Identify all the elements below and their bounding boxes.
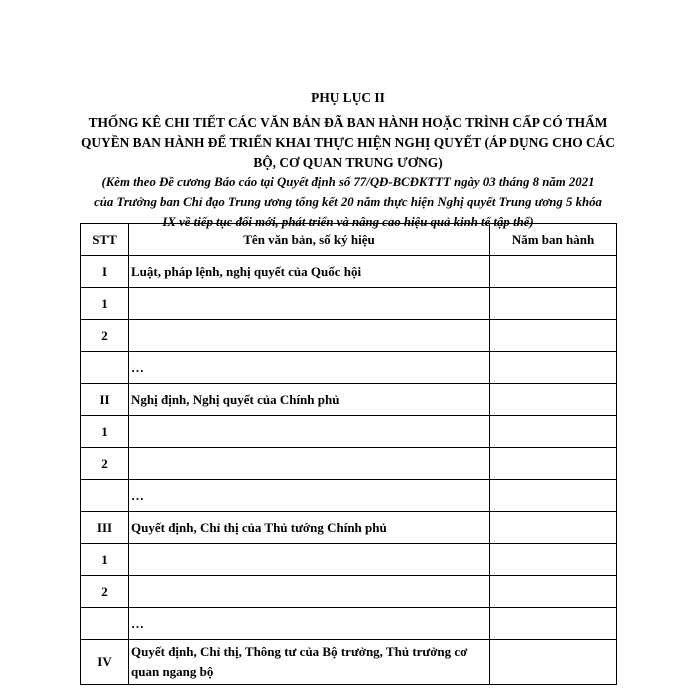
header-document-name: Tên văn bản, số ký hiệu — [129, 224, 490, 256]
document-title-line: BỘ, CƠ QUAN TRUNG ƯƠNG) — [253, 155, 443, 170]
row-stt: 1 — [81, 416, 129, 448]
row-stt: II — [81, 384, 129, 416]
table-row — [81, 544, 617, 576]
row-issue-year — [490, 640, 617, 685]
table-row — [81, 256, 617, 288]
row-document-name: Nghị định, Nghị quyết của Chính phủ — [129, 384, 490, 416]
row-stt: III — [81, 512, 129, 544]
row-stt — [81, 608, 129, 640]
row-issue-year — [490, 448, 617, 480]
row-stt — [81, 480, 129, 512]
header-stt: STT — [81, 224, 129, 256]
table-row — [81, 352, 617, 384]
row-stt: 2 — [81, 448, 129, 480]
table-row — [81, 320, 617, 352]
table-row — [81, 576, 617, 608]
subtitle-line: IX về tiếp tục đổi mới, phát triển và nâng cao hiệu quả kinh tế tập thể) — [162, 215, 534, 229]
row-document-name: Quyết định, Chỉ thị, Thông tư của Bộ trưởng, Thủ trưởng cơ quan ngang bộ — [129, 640, 490, 685]
row-document-name — [129, 320, 490, 352]
subtitle-line: của Trưởng ban Chỉ đạo Trung ương tổng kết 20 năm thực hiện Nghị quyết Trung ương 5 khóa — [94, 195, 602, 209]
row-stt: 2 — [81, 320, 129, 352]
row-issue-year — [490, 608, 617, 640]
row-document-name: … — [129, 608, 490, 640]
row-stt: I — [81, 256, 129, 288]
row-stt: IV — [81, 640, 129, 685]
table-row — [81, 288, 617, 320]
row-stt — [81, 352, 129, 384]
row-document-name: Quyết định, Chỉ thị của Thủ tướng Chính phủ — [129, 512, 490, 544]
document-title-line: THỐNG KÊ CHI TIẾT CÁC VĂN BẢN ĐÃ BAN HÀNH HOẶC TRÌNH CẤP CÓ THẨM — [88, 115, 608, 130]
row-issue-year — [490, 256, 617, 288]
row-issue-year — [490, 352, 617, 384]
row-document-name: … — [129, 480, 490, 512]
row-document-name — [129, 576, 490, 608]
table-row — [81, 384, 617, 416]
row-document-name: Luật, pháp lệnh, nghị quyết của Quốc hội — [129, 256, 490, 288]
table-header-row — [81, 224, 617, 256]
table-row — [81, 640, 617, 685]
row-document-name — [129, 544, 490, 576]
row-issue-year — [490, 512, 617, 544]
row-issue-year — [490, 544, 617, 576]
table-row — [81, 512, 617, 544]
row-stt: 1 — [81, 288, 129, 320]
table-row — [81, 416, 617, 448]
row-issue-year — [490, 320, 617, 352]
document-title — [80, 113, 616, 173]
row-issue-year — [490, 288, 617, 320]
table-row — [81, 480, 617, 512]
row-document-name — [129, 288, 490, 320]
table-row — [81, 448, 617, 480]
document-title-line: QUYỀN BAN HÀNH ĐỂ TRIỂN KHAI THỰC HIỆN NGHỊ QUYẾT (ÁP DỤNG CHO CÁC — [80, 135, 616, 150]
row-issue-year — [490, 576, 617, 608]
row-document-name — [129, 416, 490, 448]
header-issue-year: Năm ban hành — [490, 224, 617, 256]
appendix-title: PHỤ LỤC II — [311, 90, 385, 105]
row-issue-year — [490, 416, 617, 448]
row-issue-year — [490, 480, 617, 512]
row-stt: 2 — [81, 576, 129, 608]
table-row — [81, 608, 617, 640]
row-document-name — [129, 448, 490, 480]
row-stt: 1 — [81, 544, 129, 576]
row-document-name: … — [129, 352, 490, 384]
row-issue-year — [490, 384, 617, 416]
documents-table — [80, 223, 617, 685]
subtitle-line: (Kèm theo Đề cương Báo cáo tại Quyết định số 77/QĐ-BCĐKTTT ngày 03 tháng 8 năm 2021 — [101, 175, 595, 189]
